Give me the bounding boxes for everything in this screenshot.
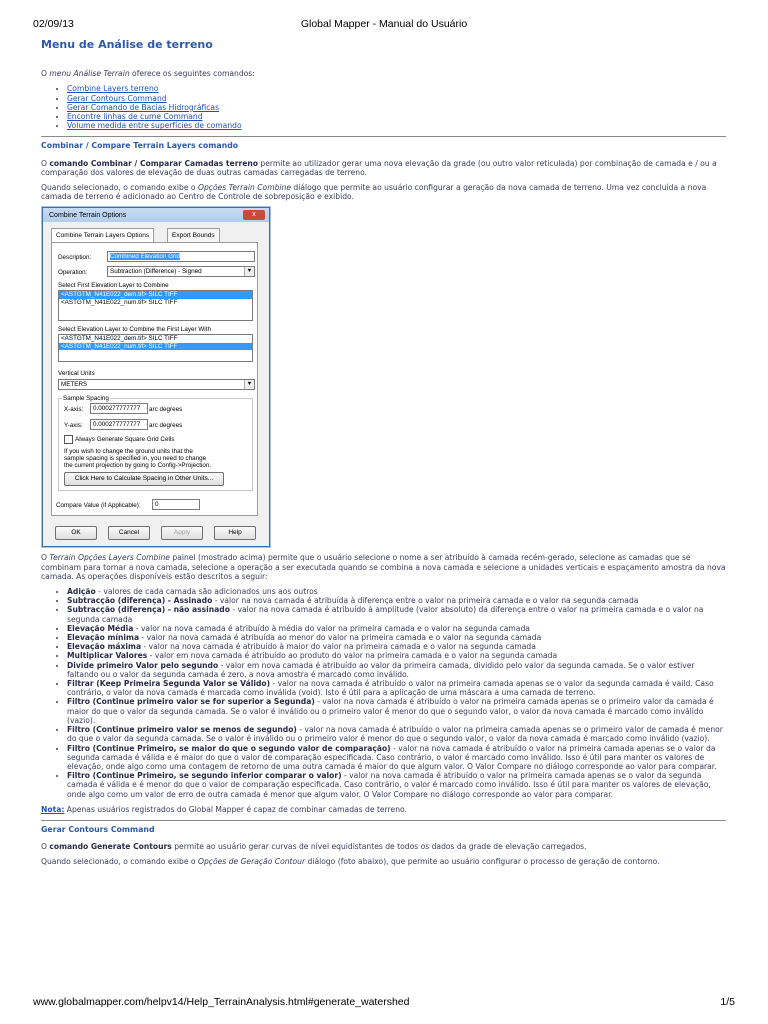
vertical-units-label: Vertical Units [58, 370, 95, 378]
divider [41, 820, 726, 821]
list-item[interactable]: <ASTGTM_N41E022_dem.tif> SILC TIFF [61, 335, 178, 343]
list-item[interactable]: <ASTGTM_N41E022_num.tif> SILC TIFF [59, 343, 252, 351]
list-item[interactable]: <ASTGTM_N41E022_dem.tif> SILC TIFF [59, 291, 252, 299]
sample-spacing-label: Sample Spacing [63, 395, 109, 403]
compare-value-label: Compare Value (if Applicable): [56, 502, 141, 510]
dialog-titlebar [43, 208, 269, 222]
ok-button[interactable]: OK [55, 526, 97, 540]
note-label: Nota: [41, 804, 65, 814]
toc-link-contours[interactable]: Gerar Contours Command [67, 93, 167, 103]
section-heading-combine: Combinar / Compare Terrain Layers comando [41, 141, 239, 151]
help-text: If you wish to change the ground units that the [64, 448, 193, 456]
list-item: • Filtro (Continue primeiro valor se for superior a Segunda) - valor na nova camada é atribuído o valor na primeira camada apenas se o primeiro valor da camada é maior do que o valor da segunda camada. Se o valor é inválido ou o primeiro valor é menor do que o segundo valor, o valor da nova camada é marcado como inválido (vazio). [67, 697, 726, 725]
paragraph: O Terrain Opções Layers Combine painel (mostrado acima) permite que o usuário selecione o nome a ser atribuído à camada recém-gerado, selecione as camadas que se combinam para tornar a nova camada, selecione a operação a ser executada quando se combina a nova camada e selecione a unidades verticais e espaçamento amostra da nova camada. As operações disponíveis estão descritos a seguir: [41, 553, 726, 581]
xaxis-unit: arc degrees [149, 406, 183, 414]
list-item: • Filtro (Continue primeiro valor se menos de segundo) - valor na nova camada é atribuído o valor na primeira camada apenas se o primeiro valor de camada é menor do que o valor da segunda camada. Se o valor é inválido ou o primeiro valor é menor do que o segundo valor, o valor da nova camada é marcado como inválido (vazio). [67, 725, 726, 743]
help-text: the current projection by going to Config->Projection. [64, 462, 212, 470]
paragraph: O comando Generate Contours permite ao usuário gerar curvas de nível equidistantes de todos os dados da grade de elevação carregados. [41, 842, 587, 852]
yaxis-label: Y-axis: [64, 422, 83, 430]
combine-terrain-dialog [42, 207, 270, 547]
divider [41, 136, 726, 137]
help-text: sample spacing is specified in, you need to change [64, 455, 207, 463]
dialog-panel [51, 242, 258, 516]
note: Nota: Apenas usuários registrados do Global Mapper é capaz de combinar camadas de terreno. [41, 804, 407, 814]
compare-value-field[interactable]: 0 [152, 499, 200, 510]
list-item: • Divide primeiro Valor pelo segundo - valor em nova camada é atribuído ao valor da primeira camada, dividido pelo valor da segunda camada. Se o valor estiver faltando ou o valor da segunda camada é zero, a nova amostra é marcado como inválido. [67, 661, 726, 679]
toc-link-combine[interactable]: Combine Layers terreno [67, 84, 159, 94]
page-title: Menu de Análise de terreno [41, 38, 213, 51]
operations-list [41, 587, 726, 799]
second-layer-label: Select Elevation Layer to Combine the First Layer With [58, 326, 211, 334]
list-item: • Elevação mínima - valor na nova camada é atribuída ao menor do valor na primeira camada e o valor na segunda camada [67, 633, 726, 642]
dialog-title: Combine Terrain Options [49, 212, 127, 220]
toc-link-ridge[interactable]: Encontre linhas de cume Command [67, 112, 203, 122]
first-layer-label: Select First Elevation Layer to Combine [58, 282, 169, 290]
list-item: • Filtro (Continue Primeiro, se segundo inferior comparar o valor) - valor na nova camada é atribuído o valor na primeira camada apenas se o valor da segunda camada é válida e é menor do que o valor de comparação especificada. Caso contrário, o valor é marcado como inválido. Isso é útil para manter os valores de elevação, onde algo como um valor de erro de outra camada é menor que algum valor. O Valor Compare no diálogo corresponde ao valor para comparar. [67, 771, 726, 799]
close-icon[interactable]: x [243, 210, 265, 220]
toc-link-watershed[interactable]: Gerar Comando de Bacias Hidrográficas [67, 102, 220, 112]
toc-list [41, 84, 726, 130]
list-item[interactable]: <ASTGTM_N41E022_num.tif> SILC TIFF [61, 298, 178, 306]
square-cells-label: Always Generate Square Grid Cells [75, 436, 175, 444]
list-item [67, 94, 726, 103]
square-cells-checkbox[interactable] [64, 435, 73, 444]
list-item: • Multiplicar Valores - valor em nova camada é atribuído ao produto do valor na primeira camada e o valor na segunda camada [67, 651, 726, 660]
list-item: • Elevação máxima - valor na nova camada é atribuído à maior do valor na primeira camada e o valor na segunda camada [67, 642, 726, 651]
menu-name: menu Análise Terrain [49, 69, 130, 79]
list-item: • Subtracção (diferença) - Assinado - valor na nova camada é atribuída à diferença entre o valor na primeira camada e o valor na segunda camada [67, 596, 726, 605]
section-heading-contours: Gerar Contours Command [41, 824, 155, 834]
chevron-down-icon: ▼ [244, 380, 254, 389]
list-item [67, 84, 726, 93]
list-item [67, 112, 726, 121]
vertical-units-select[interactable]: METERS ▼ [58, 379, 255, 390]
print-title: Global Mapper - Manual do Usuário [300, 18, 468, 30]
print-footer [33, 996, 735, 1010]
print-header [33, 18, 735, 32]
calculate-spacing-button[interactable]: Click Here to Calculate Spacing in Other Units... [64, 472, 224, 486]
description-field[interactable]: Combined Elevation Grid [107, 251, 255, 262]
yaxis-unit: arc degrees [149, 422, 183, 430]
operation-label: Operation: [58, 269, 88, 277]
cancel-button[interactable]: Cancel [108, 526, 150, 540]
tab-combine-options[interactable]: Combine Terrain Layers Options [51, 228, 154, 244]
xaxis-field[interactable]: 0.000277777777 [90, 403, 148, 414]
list-item [67, 103, 726, 112]
apply-button[interactable]: Apply [161, 526, 203, 540]
tab-export-bounds[interactable]: Export Bounds [167, 228, 220, 243]
print-url: www.globalmapper.com/helpv14/Help_TerrainAnalysis.html#generate_watershed [33, 996, 410, 1008]
help-button[interactable]: Help [214, 526, 256, 540]
yaxis-field[interactable]: 0.000277777777 [90, 419, 148, 430]
paragraph: Quando selecionado, o comando exibe o Opções Terrain Combine diálogo que permite ao usuário configurar a geração da nova camada de terreno. Uma vez concluída a nova camada de terreno é adicionado ao Centro de Controle de sobreposição e exibido. [41, 183, 707, 202]
list-item: • Elevação Média - valor na nova camada é atribuído à média do valor na primeira camada e o valor na segunda camada [67, 624, 726, 633]
operation-select[interactable]: Subtraction (Difference) - Signed ▼ [107, 266, 255, 277]
toc-link-volume[interactable]: Volume medida entre superfícies de comando [67, 121, 242, 131]
print-date: 02/09/13 [33, 18, 74, 30]
list-item [67, 121, 726, 130]
document-body [41, 38, 726, 873]
second-layer-list[interactable] [58, 334, 253, 362]
paragraph: Quando selecionado, o comando exibe o Opções de Geração Contour diálogo (foto abaixo), que permite ao usuário configurar o processo de geração de contorno. [41, 857, 660, 867]
xaxis-label: X-axis: [64, 406, 84, 414]
list-item: • Subtracção (diferença) - não assinado - valor na nova camada é atribuído à amplitude (valor absoluto) da diferença entre o valor na primeira camada e o valor na segunda camada [67, 605, 726, 623]
list-item: • Filtro (Continue Primeiro, se maior do que o segundo valor de comparação) - valor na nova camada é atribuído o valor na primeira camada apenas se o valor da segunda camada é válida e é maior do que o valor de comparação especificada. Caso contrário, o valor é marcado como inválido. Isso é útil para manter os valores de elevação, onde algo como uma contagem de retorno de uma outra camada é maior do que algum valor. O Valor Compare no diálogo corresponde ao valor para comparar. [67, 744, 726, 772]
page-number: 1/5 [720, 996, 735, 1008]
chevron-down-icon: ▼ [244, 267, 254, 276]
list-item: • Filtrar (Keep Primeira Segunda Valor se Válido) - valor na nova camada é atribuído o valor na primeira camada apenas se o valor da segunda camada é vaild. Caso contrário, o valor da nova camada é marcada como inválida (void). Isto é útil para a aplicação de uma máscara a uma camada de terreno. [67, 679, 726, 697]
description-label: Description: [58, 254, 92, 262]
intro-paragraph: O menu Análise Terrain oferece os seguintes comandos: [41, 69, 255, 79]
list-item: • Adição - valores de cada camada são adicionados uns aos outros [67, 587, 726, 596]
paragraph: O comando Combinar / Comparar Camadas terreno permite ao utilizador gerar uma nova elevação da grade (ou outro valor reticulada) por combinação de camada e / ou a comparação dos valores de elevação de duas outras camadas carregadas de terreno. [41, 158, 717, 177]
first-layer-list[interactable] [58, 290, 253, 321]
